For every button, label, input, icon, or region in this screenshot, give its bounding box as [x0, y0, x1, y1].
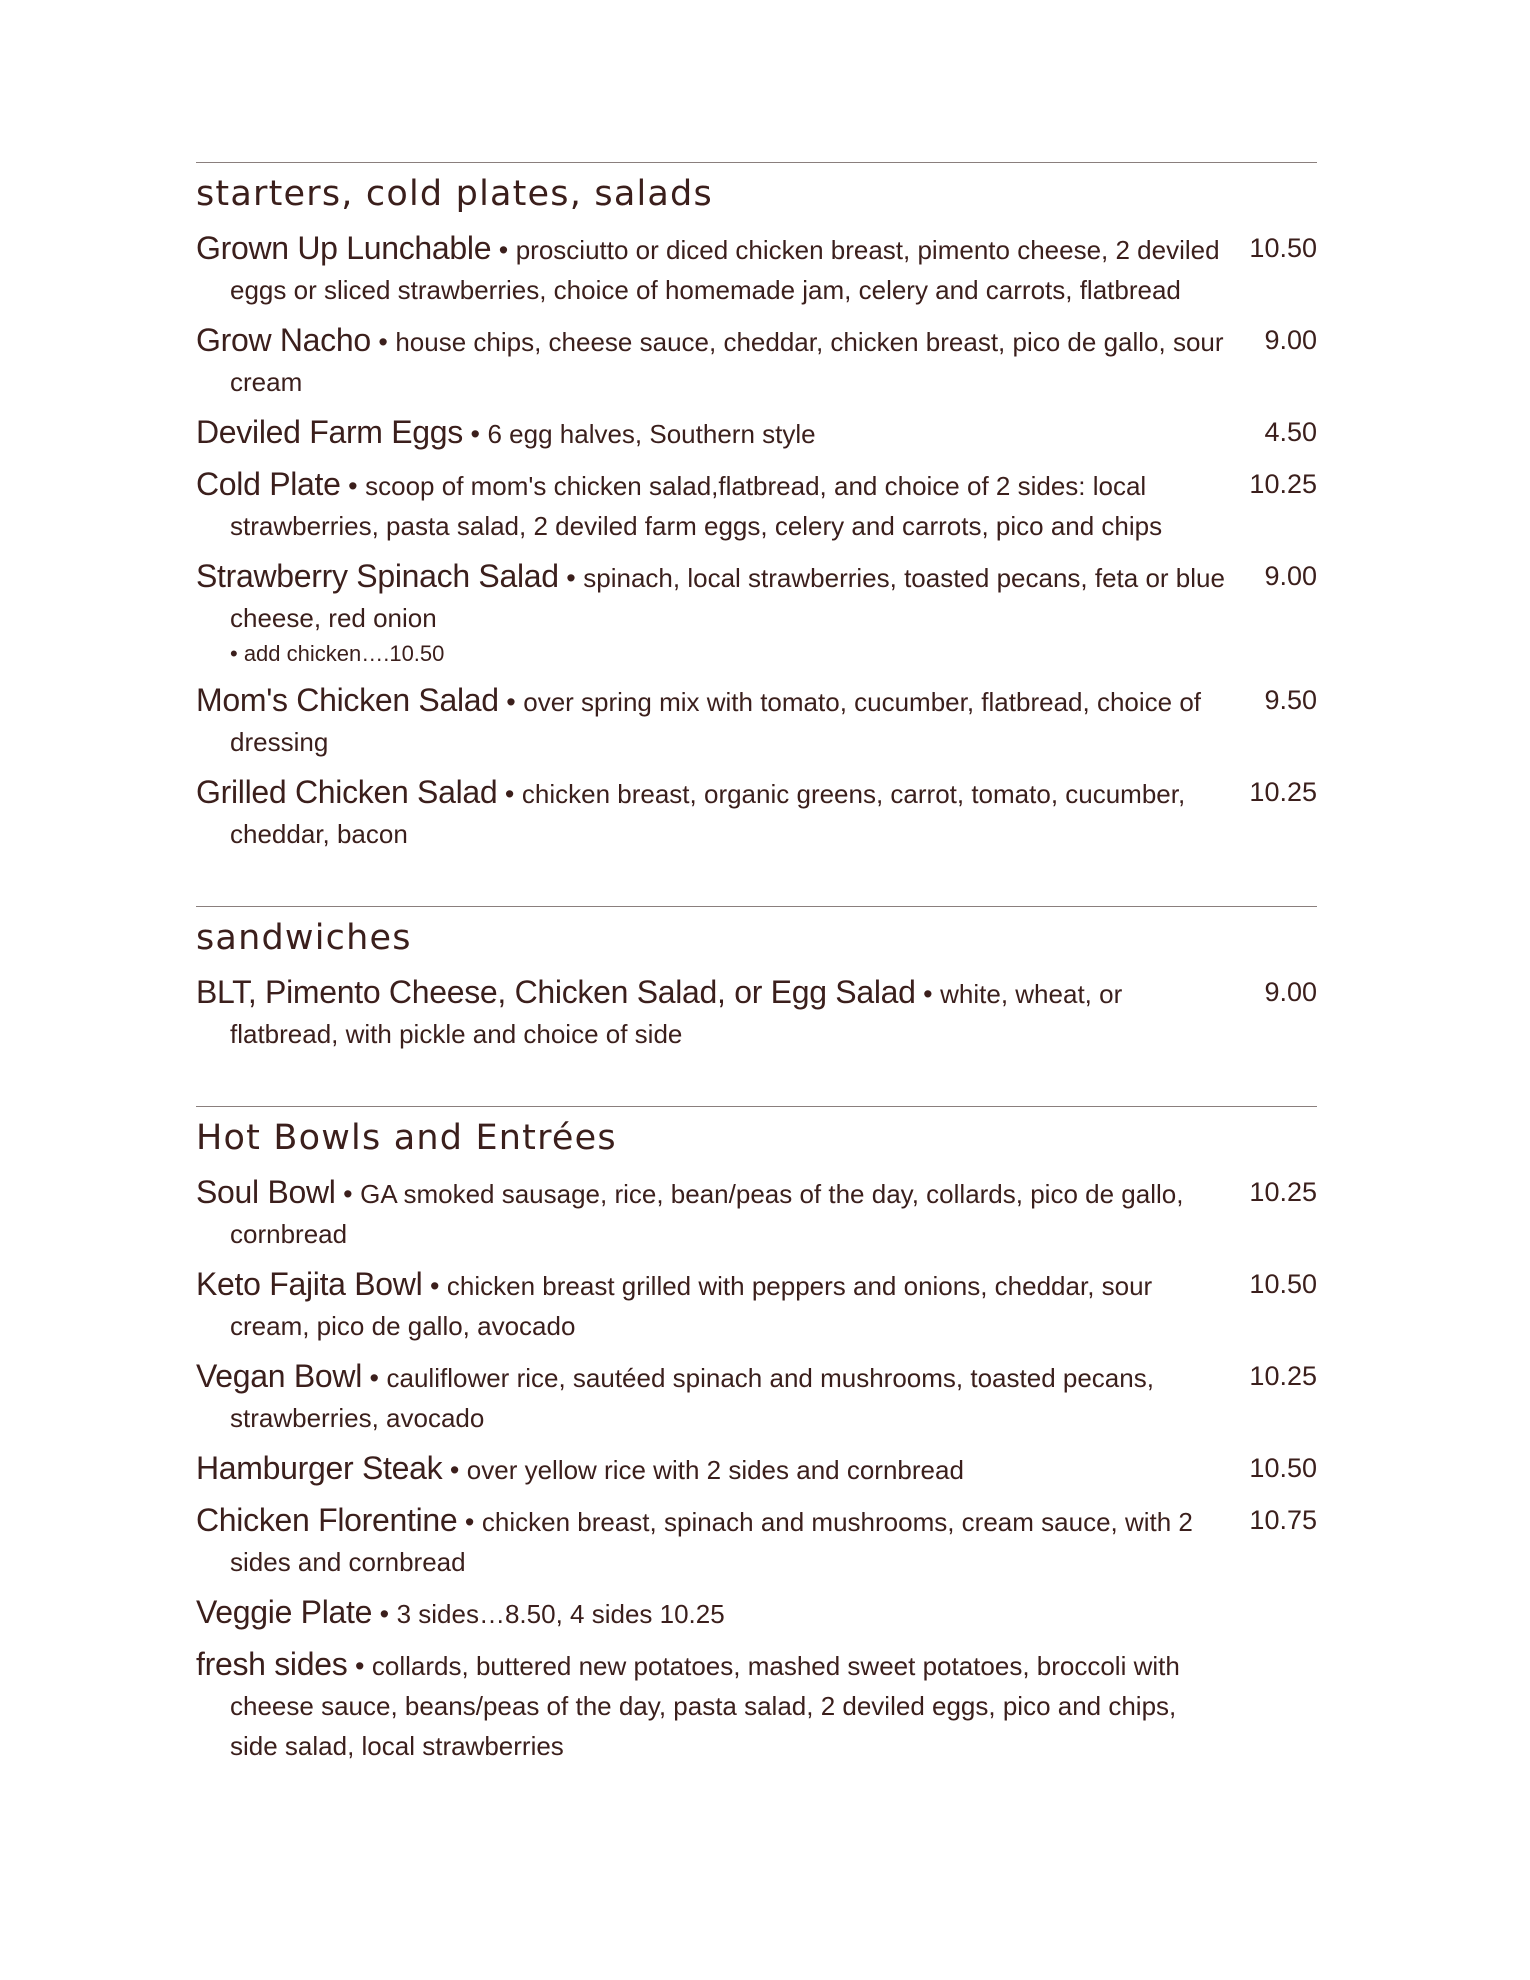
menu-section-sandwiches [196, 906, 1317, 1054]
item-name: Vegan Bowl [196, 1358, 363, 1394]
menu-item [196, 972, 1317, 1054]
menu-item [196, 1356, 1317, 1438]
menu-item [196, 1264, 1317, 1346]
item-description: cauliflower rice, sautéed spinach and mushrooms, toasted pecans, strawberries, avocado [230, 1363, 1154, 1433]
bullet-separator: • [449, 1455, 460, 1485]
item-description: chicken breast grilled with peppers and onions, cheddar, sour cream, pico de gallo, avocado [230, 1271, 1153, 1341]
bullet-separator: • [379, 1599, 390, 1629]
bullet-separator: • [429, 1271, 440, 1301]
item-name: Keto Fajita Bowl [196, 1266, 423, 1302]
bullet-separator: • [464, 1507, 475, 1537]
menu-section-hot-bowls [196, 1106, 1317, 1766]
item-price: 9.50 [1264, 685, 1317, 715]
item-name: Grilled Chicken Salad [196, 774, 498, 810]
item-price: 10.50 [1249, 233, 1317, 263]
bullet-separator: • [343, 1179, 353, 1209]
item-description: over spring mix with tomato, cucumber, flatbread, choice of dressing [230, 687, 1202, 757]
item-description: chicken breast, organic greens, carrot, tomato, cucumber, cheddar, bacon [230, 779, 1186, 849]
item-price: 9.00 [1264, 977, 1317, 1007]
item-name: BLT, Pimento Cheese, Chicken Salad, or Egg Salad [196, 974, 916, 1010]
item-price: 10.25 [1249, 1361, 1317, 1391]
bullet-separator: • [504, 779, 515, 809]
bullet-separator: • [378, 327, 388, 357]
menu-item [196, 1448, 1317, 1490]
item-description: GA smoked sausage, rice, bean/peas of the day, collards, pico de gallo, cornbread [230, 1179, 1184, 1249]
bullet-separator: • [369, 1363, 379, 1393]
menu-item [196, 1592, 1317, 1634]
menu-page [196, 162, 1317, 1818]
item-name: Deviled Farm Eggs [196, 414, 463, 450]
bullet-separator: • [506, 687, 516, 717]
item-name: Grown Up Lunchable [196, 230, 492, 266]
menu-section-starters [196, 162, 1317, 854]
menu-item [196, 772, 1317, 854]
menu-item [196, 1644, 1317, 1766]
item-name: Mom's Chicken Salad [196, 682, 499, 718]
item-description: 6 egg halves, Southern style [487, 419, 816, 449]
item-name: Hamburger Steak [196, 1450, 443, 1486]
item-description: 3 sides…8.50, 4 sides 10.25 [396, 1599, 725, 1629]
item-name: Veggie Plate [196, 1594, 373, 1630]
item-price: 9.00 [1264, 325, 1317, 355]
item-description: house chips, cheese sauce, cheddar, chicken breast, pico de gallo, sour cream [230, 327, 1224, 397]
item-description: white, wheat, or flatbread, with pickle and choice of side [230, 979, 1123, 1049]
bullet-separator: • [470, 419, 480, 449]
item-price: 10.50 [1249, 1269, 1317, 1299]
item-name: fresh sides [196, 1646, 348, 1682]
item-description: prosciutto or diced chicken breast, pimento cheese, 2 deviled eggs or sliced strawberries, choice of homemade jam, celery and carrots, flatbread [230, 235, 1220, 305]
bullet-separator: • [566, 563, 576, 593]
item-price: 10.75 [1249, 1505, 1317, 1535]
item-price: 10.25 [1249, 469, 1317, 499]
item-name: Soul Bowl [196, 1174, 336, 1210]
item-name: Grow Nacho [196, 322, 371, 358]
item-description: over yellow rice with 2 sides and cornbread [466, 1455, 964, 1485]
menu-item [196, 464, 1317, 546]
bullet-separator: • [354, 1651, 365, 1681]
item-price: 10.50 [1249, 1453, 1317, 1483]
menu-item [196, 556, 1317, 670]
menu-item [196, 1500, 1317, 1582]
item-name: Chicken Florentine [196, 1502, 458, 1538]
item-description: collards, buttered new potatoes, mashed sweet potatoes, broccoli with cheese sauce, beans/peas of the day, pasta salad, 2 deviled eggs, pico and chips, side salad, local strawberries [230, 1651, 1180, 1761]
item-price: 10.25 [1249, 1177, 1317, 1207]
section-title: Hot Bowls and Entrées [196, 1118, 617, 1158]
bullet-separator: • [923, 979, 933, 1009]
menu-item [196, 228, 1317, 310]
item-price: 10.25 [1249, 777, 1317, 807]
item-name: Strawberry Spinach Salad [196, 558, 559, 594]
item-price: 4.50 [1264, 417, 1317, 447]
menu-item [196, 680, 1317, 762]
section-title: sandwiches [196, 918, 412, 958]
bullet-separator: • [498, 235, 509, 265]
item-addon-note: • add chicken….10.50 [230, 641, 445, 666]
item-description: scoop of mom's chicken salad,flatbread, and choice of 2 sides: local strawberries, pasta salad, 2 deviled farm eggs, celery and carrots, pico and chips [230, 471, 1163, 541]
menu-item [196, 320, 1317, 402]
item-name: Cold Plate [196, 466, 341, 502]
section-title: starters, cold plates, salads [196, 174, 713, 214]
item-description: chicken breast, spinach and mushrooms, cream sauce, with 2 sides and cornbread [230, 1507, 1193, 1577]
menu-item [196, 1172, 1317, 1254]
bullet-separator: • [348, 471, 358, 501]
menu-item [196, 412, 1317, 454]
item-description: spinach, local strawberries, toasted pecans, feta or blue cheese, red onion [230, 563, 1225, 633]
item-price: 9.00 [1264, 561, 1317, 591]
